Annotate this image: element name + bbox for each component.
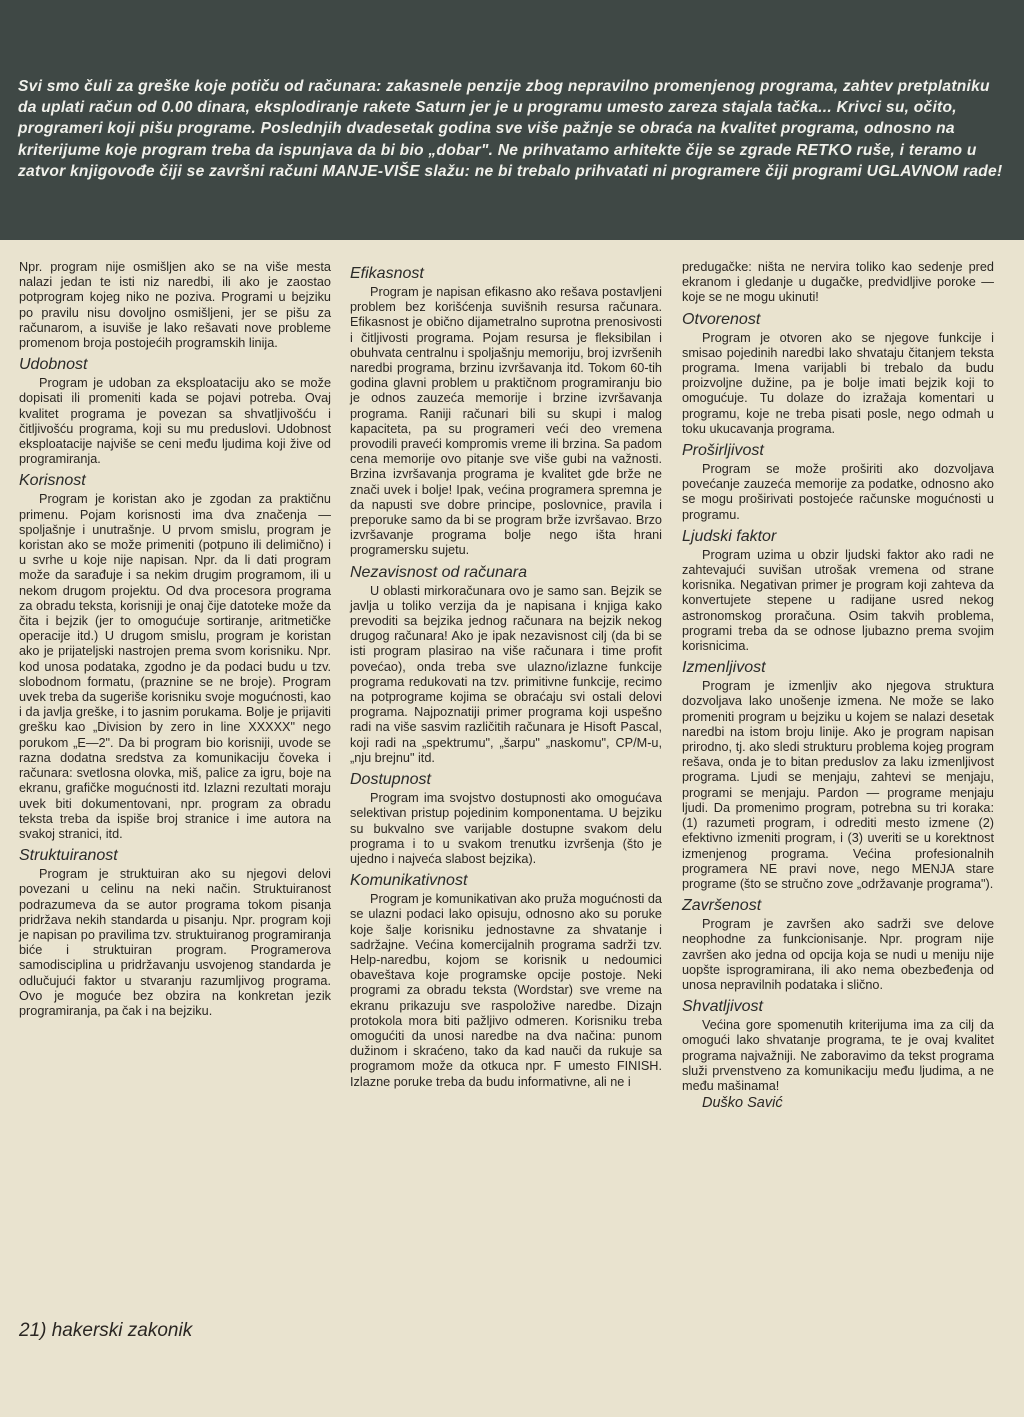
section-heading-izmenljivost: Izmenljivost (682, 659, 766, 677)
paragraph: Program je izmenljiv ako njegova struktura dozvoljava lako unošenje izmena. Ne može se lako promeniti program u bejziku u kojem se nalazi desetak naredbi na istom broju linije. Ako je program napisan prirodno, tj. ako sledi strukturu problema kojeg program rešava, onda je to bitan preduslov za laku izmenljivost programa. Ljudi se menjaju, zahtevi se menjaju, programi se menjaju. Pardon — programe menjaju ljudi. Da promenimo program, potrebna su tri koraka: (1) razumeti program, i odrediti mesto izmene (2) efektivno izmeniti program, i (3) uveriti se u korektnost izmenjenog programa. Većina profesionalnih programera NE pravi nove, nego MENJA stare programe (što se stručno zove „održavanje programa"). (682, 679, 994, 891)
section-heading-prosirljivost: Proširljivost (682, 442, 764, 460)
page-footer: 21) hakerski zakonik (19, 1320, 193, 1341)
section-heading-dostupnost: Dostupnost (350, 771, 431, 789)
paragraph: Program uzima u obzir ljudski faktor ako radi ne zahtevajući suvišan utrošak vremena od strane korisnika. Negativan primer je program koji zahteva da konvertujete stepene u radijane usred nekog astronomskog proračuna. Osim takvih problema, programi treba da se odnose ljubazno prema svojim korisnicima. (682, 547, 994, 654)
section-heading-efikasnost: Efikasnost (350, 265, 424, 282)
section-heading-udobnost: Udobnost (19, 356, 88, 374)
section-heading-ljudski-faktor: Ljudski faktor (682, 527, 777, 545)
paragraph: Većina gore spomenutih kriterijuma ima za cilj da omogući lako shvatanje programa, te je ovaj kvalitet programa najvažniji. Ne zaboravimo da tekst programa služi prvenstveno za komunikaciju među ljudima, a ne među mašinama! (682, 1018, 994, 1093)
paragraph: Npr. program nije osmišljen ako se na više mesta nalazi jedan te isti niz naredbi, ili ako je zaostao potprogram kojeg niko ne poziva. Programi u bejziku po pravilu nisu dovoljno osmišljeni, jer se pišu za računarom, a isuviše je lako rešavati nove probleme promenom broja postojećih programskih linija. (19, 260, 331, 351)
column-2 (350, 260, 662, 1092)
section-heading-korisnost: Korisnost (19, 472, 86, 490)
paragraph: Program se može proširiti ako dozvoljava povećanje zauzeća memorije za podatke, odnosno ako se mogu proširivati postojeće računske mogućnosti u programu. (682, 462, 994, 522)
paragraph: Program je udoban za eksploataciju ako se može dopisati ili promeniti kada se pojavi potreba. Ovaj kvalitet programa je povezan sa shvatljivošću i čitljivošću programa, koji su mu preduslovi. Udobnost eksploatacije najviše se ceni među ljudima koji žive od programiranja. (19, 376, 331, 467)
section-heading-komunikativnost: Komunikativnost (350, 872, 468, 890)
paragraph: Program je koristan ako je zgodan za praktičnu primenu. Pojam korisnosti ima dva značenja — spoljašnje i unutrašnje. U prvom smislu, program je koristan ako se može primeniti (potpuno ili delimično) i u svrhe u koje nije napisan. Npr. da li dati program može da sarađuje i sa nekim drugim programom, ili u nekom drugom projektu. Od dva procesora programa za obradu teksta, korisniji je onaj čije datoteke može da čita i bejzik (jer to omogućuje sortiranje, aritmetičke operacije itd.) U drugom smislu, program je koristan ako je prijateljski nastrojen prema svom korisniku. Npr. kod unosa podataka, zgodno je da podaci budu u tzv. slobodnom formatu, (praznine se ne broje). Program uvek treba da sugeriše korisniku svoje mogućnosti, kao i da javlja greške, i to jasnim porukama. Bolje je prijaviti grešku kao „Division by zero in line XXXXX" nego porukom „E—2". Da bi program bio korisniji, uvode se razna dodatna sredstva za komunikaciju čoveka i računara: svetlosna olovka, miš, palice za igru, boje na ekranu, grafičke mogućnosti itd. Izlazni rezultati moraju uvek biti dokumentovani, npr. program za obradu teksta treba da ispiše broj stranice i ime autora na svakoj stranici, itd. (19, 492, 331, 841)
paragraph: Program je komunikativan ako pruža mogućnosti da se ulazni podaci lako opisuju, odnosno ako su poruke koje šalje korisniku jednostavne za shvatanje i sadržajne. Većina komercijalnih programa sadrži tzv. Help-naredbu, kojom se korisnik u nedoumici obaveštava koje programske opcije postoje. Neki programi za obradu teksta (Wordstar) sve vreme na ekranu prikazuju sve raspoložive naredbe. Dizajn protokola mora biti pažljivo odmeren. Korisniku treba omogućiti da unosi naredbe na dva načina: punom dužinom i skraćeno, tako da kad nauči da rukuje sa programom može da otkuca npr. F umesto FINISH. Izlazne poruke treba da budu informativne, ali ne i (350, 892, 662, 1089)
paragraph: Program je otvoren ako se njegove funkcije i smisao pojedinih naredbi lako shvataju čitanjem teksta programa. Imena varijabli bi trebalo da budu proizvoljne dužine, pa je bolje imati bejzik koji to omogućuje. Tu dolaze do izražaja komentari u programu, koje ne treba pisati posle, nego odmah u toku ukucavanja programa. (682, 330, 994, 436)
section-heading-otvorenost: Otvorenost (682, 310, 761, 328)
section-heading-shvatljivost: Shvatljivost (682, 998, 763, 1016)
paragraph: Program je napisan efikasno ako rešava postavljeni problem bez korišćenja suvišnih resursa računara. Efikasnost je obično dijametralno suprotna prenosivosti i čitljivosti programa. Pojam resursa je fleksibilan i obuhvata centralnu i spoljašnju memoriju, broj izvršenih naredbi programa, brzinu izvršavanja itd. Tokom 60-tih godina glavni problem u praktičnom programiranju bio je odnos zauzeća memorije i brzine izvršavanja programa. Raniji računari bili su skupi i malog kapaciteta, pa su programeri veći deo vremena provodili praveći kompromis vreme ili brzina. Sa padom cena memorije ovo pitanje sve više gubi na važnosti. Brzina izvršavanja programa je kvalitet gde brže ne znači uvek i bolje! Ipak, većina programera spremna je da napusti sve dobre principe, poslovnice, pravila i preporuke samo da bi se program brže izvršavao. Brzo izvršavanje programa bolje nego išta hrani programersku sujetu. (350, 285, 662, 558)
section-heading-struktuiranost: Struktuiranost (19, 847, 118, 865)
section-heading-zavrsenost: Završenost (682, 897, 762, 915)
paragraph: Program je završen ako sadrži sve delove neophodne za funkcionisanje. Npr. program nije završen ako jedna od opcija koja se nudi u meniju nije uopšte isprogramirana, ili ako nema obezbeđenja od unosa nepravilnih podataka i slično. (682, 917, 994, 992)
paragraph: Program ima svojstvo dostupnosti ako omogućava selektivan pristup pojedinim komponentama. U bejziku su bukvalno sve varijable dostupne svakom delu programa i to u svakom trenutku izvršenja (što je ujedno i najveća slabost bejzika). (350, 791, 662, 866)
column-1 (19, 260, 331, 1021)
author-signature: Duško Savić (702, 1095, 783, 1112)
intro-text: Svi smo čuli za greške koje potiču od računara: zakasnele penzije zbog nepravilno promenjenog programa, zahtev pretplatniku da uplati račun od 0.00 dinara, eksplodiranje rakete Saturn jer je u programu umesto zareza stajala tačka... Krivci su, očito, programeri koji pišu programe. Poslednjih dvadesetak godina sve više pažnje se obraća na kvalitet programa, odnosno na kriterijume koje program treba da ispunjava da bi bio „dobar". Ne prihvatamo arhitekte čije se zgrade RETKO ruše, i teramo u zatvor knjigovođe čiji se završni računi MANJE-VIŠE slažu: ne bi trebalo prihvatati ni programere čiji programi UGLAVNOM rade! (18, 78, 1003, 180)
paragraph: predugačke: ništa ne nervira toliko kao sedenje pred ekranom i gledanje u dugačke, predvidljive poroke — koje se ne mogu ukinuti! (682, 260, 994, 305)
paragraph: U oblasti mirkoračunara ovo je samo san. Bejzik se javlja u toliko verzija da je napisana i knjiga kako prevoditi sa bejzika jednog računara na bejzik nekog drugog računara! Ako je ipak nezavisnost cilj (da bi se isti program plasirao na više računara i time profit povećao), onda treba sve ulazno/izlazne funkcije programa redukovati na tzv. primitivne funkcije, recimo na potprograme kojima se obraćaju svi ostali delovi programa. Najpoznatiji primer programa koji uspešno radi na više sasvim različitih računara je Hisoft Pascal, koji radi na „spektrumu", „šarpu" „naskomu", CP/M-u, „nju brejnu" itd. (350, 583, 662, 765)
column-3 (682, 260, 994, 1113)
intro-banner (0, 0, 1024, 240)
section-heading-nezavisnost: Nezavisnost od računara (350, 563, 527, 581)
paragraph: Program je struktuiran ako su njegovi delovi povezani u celinu na neki način. Struktuiranost podrazumeva da se autor programa tokom pisanja pridržava nekih standarda u pisanju. Npr. program koji je napisan po pravilima tzv. struktuiranog programiranja biće i struktuiran program. Programerova samodisciplina u pridržavanju usvojenog standarda je odlučujući faktor u stvaranju razumljivog programa. Ovo je moguće bez obzira na konkretan jezik programiranja, pa čak i na bejziku. (19, 867, 331, 1018)
